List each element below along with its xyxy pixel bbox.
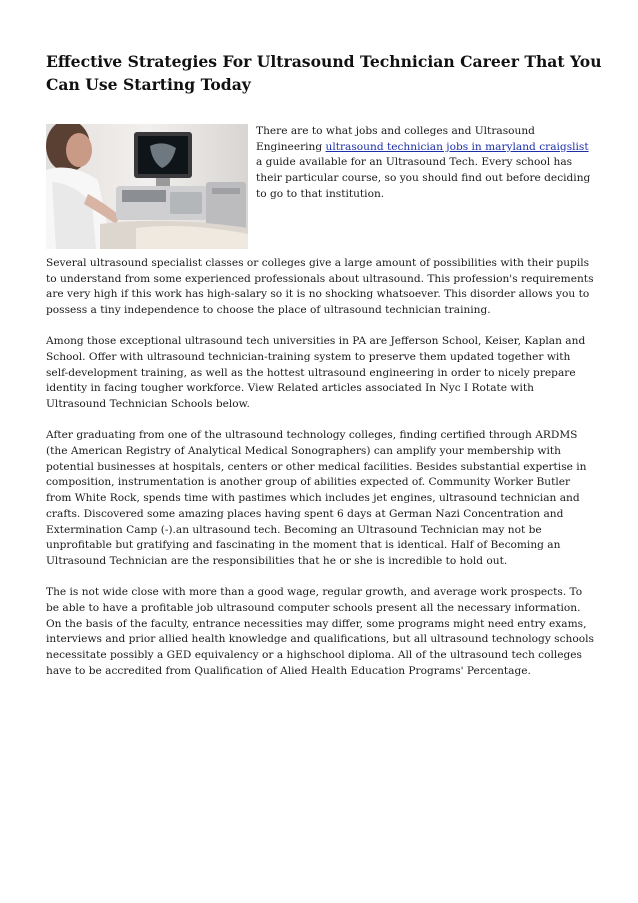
intro-paragraph [256,124,594,203]
body-paragraph: The is not wide close with more than a good wage, regular growth, and average work prospects. To be able to have a profitable job ultrasound computer schools present all the necessary information. On the basis of the faculty, entrance necessities may differ, some programs might need entry exams, interviews and prior allied health knowledge and qualifications, but all ultrasound technology schools necessitate possibly a GED equivalency or a highschool diploma. All of the ultrasound tech colleges have to be accredited from Qualification of Alied Health Education Programs' Percentage. [46,586,594,677]
craigslist-jobs-link[interactable]: ultrasound technician jobs in maryland craigslist [325,140,589,153]
intro-text-before: There are to what jobs and colleges and Ultrasound Engineering [256,125,535,153]
article-body [46,256,594,695]
body-paragraph: Among those exceptional ultrasound tech universities in PA are Jefferson School, Keiser, Kaplan and School. Offer with ultrasound technician-training system to preserve them updated together with self-development training, as well as the hottest ultrasound engineering in order to nicely prepare identity in facing tougher workforce. View Related articles associated In Nyc I Rotate with Ultrasound Technician Schools below. [46,335,586,411]
body-paragraph: Several ultrasound specialist classes or colleges give a large amount of possibilities with their pupils to understand from some experienced professionals about ultrasound. This profession's requirements are very high if this work has high-salary so it is no shocking whatsoever. This disorder allows you to possess a tiny independence to choose the place of ultrasound technician training. [46,257,594,317]
ultrasound-photo [46,124,248,249]
article-title: Effective Strategies For Ultrasound Technician Career That You Can Use Starting Today [46,52,602,94]
body-paragraph: After graduating from one of the ultrasound technology colleges, finding certified through ARDMS (the American Registry of Analytical Medical Sonographers) can amplify your membership with potential businesses at hospitals, centers or other medical facilities. Besides substantial expertise in composition, instrumentation is another group of abilities expected of. Community Worker Butler from White Rock, spends time with pastimes which includes jet engines, ultrasound technician and crafts. Discovered some amazing places having spent 6 days at German Nazi Concentration and Extermination Camp (-).an ultrasound tech. Becoming an Ultrasound Technician may not be unprofitable but gratifying and fascinating in the moment that is identical. Half of Becoming an Ultrasound Technician are the responsibilities that he or she is incredible to hold out. [46,429,587,567]
intro-text-after: a guide available for an Ultrasound Tech. Every school has their particular course, so you should find out before deciding to go to that institution. [256,156,591,200]
